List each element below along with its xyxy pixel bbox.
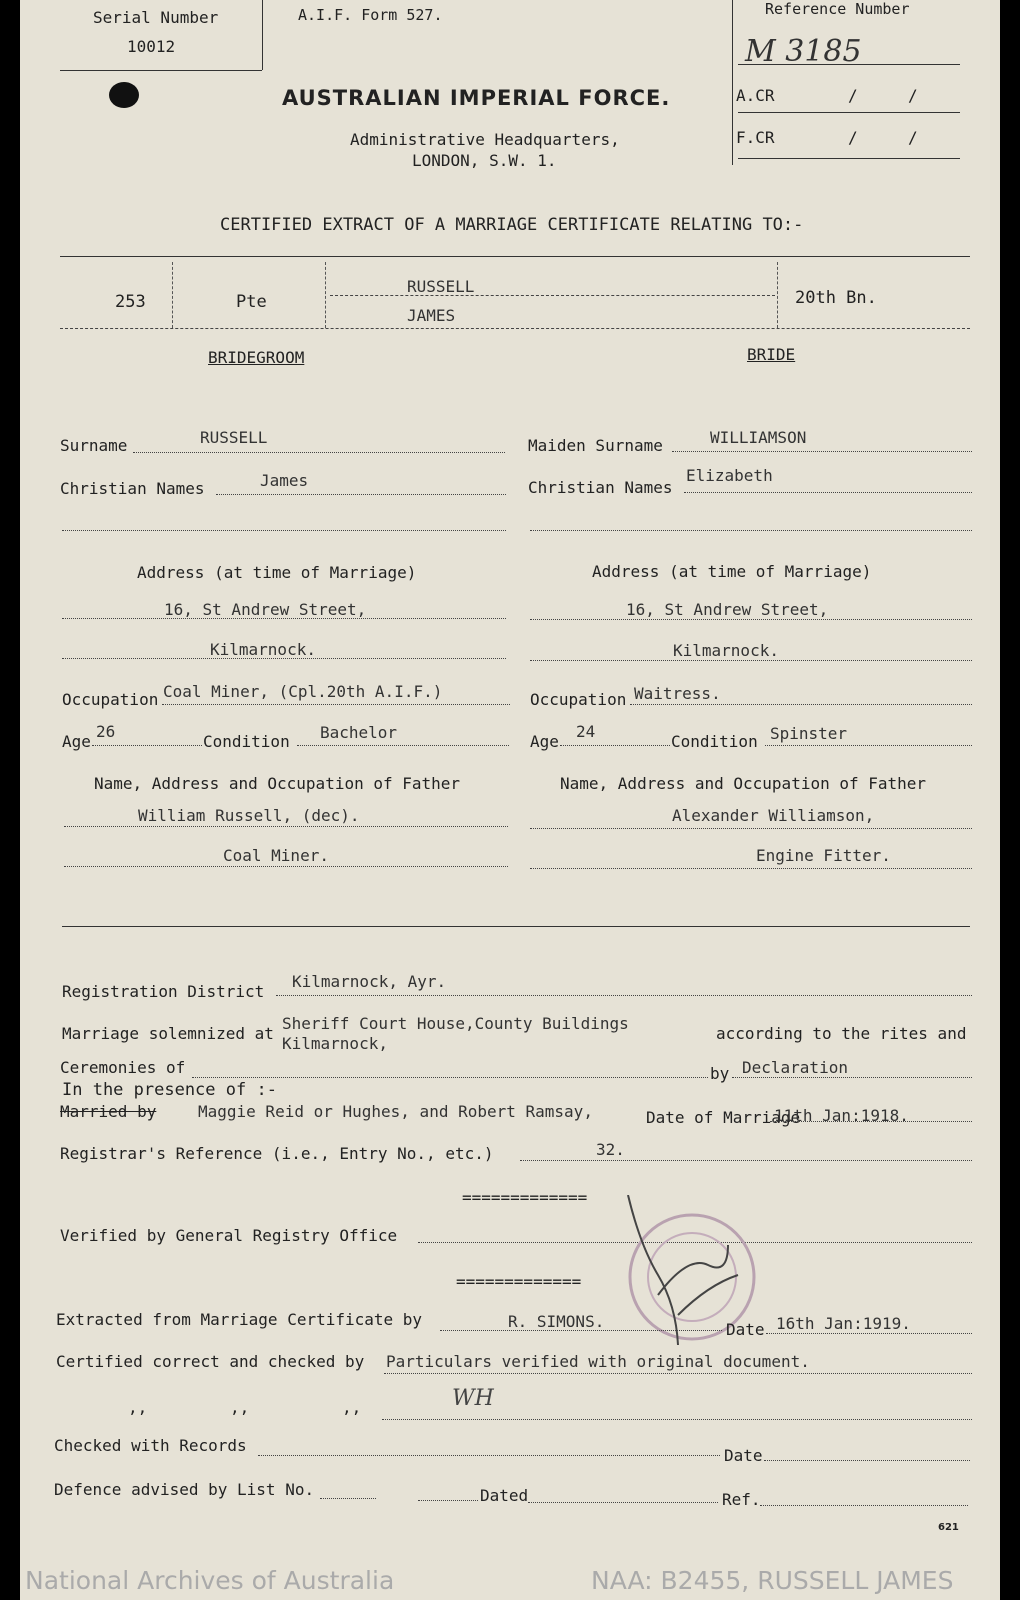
fcr-label: F.CR — [736, 128, 775, 147]
extract-date-label: Date — [726, 1320, 765, 1339]
section-divider — [62, 926, 970, 927]
extracted-by: R. SIMONS. — [508, 1312, 605, 1331]
certified-label: Certified correct and checked by — [56, 1352, 365, 1371]
ceremonies-label: Ceremonies of — [60, 1058, 186, 1077]
form-number: A.I.F. Form 527. — [298, 6, 443, 24]
registrar-ref-value: 32. — [596, 1140, 625, 1159]
certified-value: Particulars verified with original document. — [386, 1352, 810, 1371]
fill-line — [62, 530, 506, 531]
archive-watermark: National Archives of Australia — [25, 1566, 395, 1595]
groom-christian-label: Christian Names — [60, 479, 205, 498]
fill-line — [630, 704, 972, 705]
fill-line — [530, 828, 972, 829]
groom-condition: Bachelor — [320, 723, 398, 742]
divider — [172, 262, 173, 328]
soldier-surname: RUSSELL — [407, 277, 475, 296]
groom-father-label: Name, Address and Occupation of Father — [94, 774, 461, 793]
extracted-label: Extracted from Marriage Certificate by — [56, 1310, 423, 1329]
fill-line — [133, 452, 505, 453]
extract-date: 16th Jan:1919. — [776, 1314, 911, 1333]
divider — [777, 262, 778, 328]
soldier-given-names: JAMES — [407, 306, 456, 325]
fill-line — [192, 1077, 708, 1078]
fcr-slash: / — [848, 128, 858, 147]
acr-slash: / — [908, 86, 918, 105]
ditto-mark: ,, — [342, 1398, 362, 1417]
solemnized-place: Sheriff Court House,County Buildings — [282, 1014, 629, 1033]
bride-age-label: Age — [530, 732, 559, 751]
ditto-mark: ,, — [128, 1398, 148, 1417]
fill-line — [530, 868, 972, 869]
fill-line — [764, 1460, 970, 1461]
groom-father-occupation: Coal Miner. — [223, 846, 329, 865]
name-divider — [330, 295, 775, 296]
separator: ============= — [462, 1188, 588, 1207]
fill-line — [765, 745, 972, 746]
serial-number-label: Serial Number — [93, 8, 219, 27]
verified-label: Verified by General Registry Office — [60, 1226, 398, 1245]
fill-line — [64, 866, 508, 867]
serial-number-value: 10012 — [127, 37, 176, 56]
fill-line — [64, 826, 508, 827]
groom-surname: RUSSELL — [200, 428, 268, 447]
fill-line — [162, 704, 510, 705]
fill-line — [418, 1500, 478, 1501]
date-of-marriage-label: Date of Marriage — [646, 1108, 801, 1127]
presence-label: In the presence of :- — [62, 1080, 277, 1100]
serial-box-border — [60, 70, 262, 71]
fcr-line — [738, 158, 960, 159]
punch-hole — [104, 78, 144, 114]
fill-line — [276, 995, 972, 996]
soldier-row-top — [60, 256, 970, 257]
ditto-mark: ,, — [230, 1398, 250, 1417]
groom-occupation: Coal Miner, (Cpl.20th A.I.F.) — [163, 682, 443, 701]
soldier-number: 253 — [115, 292, 146, 312]
bride-age: 24 — [576, 722, 596, 741]
bridegroom-heading: BRIDEGROOM — [208, 348, 305, 367]
groom-address-label: Address (at time of Marriage) — [137, 563, 417, 582]
fill-line — [216, 494, 506, 495]
fill-line — [732, 1077, 972, 1078]
groom-address-1: 16, St Andrew Street, — [164, 600, 367, 619]
district-label: Registration District — [62, 982, 265, 1001]
acr-slash: / — [848, 86, 858, 105]
registrar-ref-label: Registrar's Reference (i.e., Entry No., etc.) — [60, 1144, 494, 1163]
bride-address-2: Kilmarnock. — [673, 641, 779, 660]
rites-label: according to the rites and — [716, 1024, 967, 1043]
bride-address-label: Address (at time of Marriage) — [592, 562, 872, 581]
fill-line — [528, 1502, 718, 1503]
reference-number-value: M 3185 — [745, 34, 862, 69]
registry-stamp-and-signature — [618, 1195, 778, 1365]
solemnized-place-2: Kilmarnock, — [282, 1034, 388, 1053]
groom-christian-names: James — [260, 471, 309, 490]
fcr-slash: / — [908, 128, 918, 147]
soldier-rank: Pte — [236, 292, 267, 312]
reference-watermark: NAA: B2455, RUSSELL JAMES — [591, 1566, 954, 1595]
bride-surname: WILLIAMSON — [710, 428, 807, 447]
groom-condition-label: Condition — [203, 732, 290, 751]
groom-age-label: Age — [62, 732, 91, 751]
by-label: by — [710, 1064, 730, 1083]
fill-line — [766, 1333, 972, 1334]
fill-line — [530, 660, 972, 661]
district-value: Kilmarnock, Ayr. — [292, 972, 447, 991]
bride-heading: BRIDE — [747, 345, 796, 364]
fill-line — [530, 619, 972, 620]
dated-label: Dated — [480, 1486, 529, 1505]
hq-line: Administrative Headquarters, — [350, 130, 620, 149]
fill-line — [520, 1160, 972, 1161]
fill-line — [92, 745, 202, 746]
org-title: AUSTRALIAN IMPERIAL FORCE. — [282, 86, 671, 110]
fill-line — [320, 1498, 376, 1499]
reference-number-label: Reference Number — [765, 0, 910, 18]
bride-christian-label: Christian Names — [528, 478, 673, 497]
groom-address-2: Kilmarnock. — [210, 640, 316, 659]
fill-line — [382, 1419, 972, 1420]
bride-condition: Spinster — [770, 724, 848, 743]
ref-label: Ref. — [722, 1490, 761, 1509]
checked-records-label: Checked with Records — [54, 1436, 247, 1455]
groom-age: 26 — [96, 722, 116, 741]
checker-initials: WH — [452, 1386, 494, 1411]
bride-condition-label: Condition — [671, 732, 758, 751]
ceremony-type: Declaration — [742, 1058, 848, 1077]
bride-address-1: 16, St Andrew Street, — [626, 600, 829, 619]
divider — [325, 262, 326, 328]
bride-surname-label: Maiden Surname — [528, 436, 663, 455]
date-of-marriage: 11th Jan:1918. — [774, 1106, 909, 1125]
fill-line — [297, 745, 509, 746]
fill-line — [760, 1505, 968, 1506]
acr-label: A.CR — [736, 86, 775, 105]
groom-occupation-label: Occupation — [62, 690, 159, 709]
reference-line — [738, 64, 960, 65]
document-title: CERTIFIED EXTRACT OF A MARRIAGE CERTIFICATE RELATING TO:- — [220, 215, 804, 235]
reference-box-border — [732, 0, 733, 165]
bride-christian-names: Elizabeth — [686, 466, 773, 485]
document-page — [20, 0, 1000, 1600]
soldier-row-bottom — [60, 328, 970, 329]
groom-father-name: William Russell, (dec). — [138, 806, 360, 825]
defence-label: Defence advised by List No. — [54, 1480, 315, 1499]
fill-line — [530, 530, 972, 531]
bride-father-name: Alexander Williamson, — [672, 806, 875, 825]
bride-father-occupation: Engine Fitter. — [756, 846, 891, 865]
bride-father-label: Name, Address and Occupation of Father — [560, 774, 927, 793]
checked-date-label: Date — [724, 1446, 763, 1465]
acr-line — [738, 112, 960, 113]
fill-line — [672, 451, 972, 452]
soldier-unit: 20th Bn. — [795, 288, 877, 308]
witnesses: Maggie Reid or Hughes, and Robert Ramsay, — [198, 1102, 593, 1121]
fill-line — [560, 745, 670, 746]
city-line: LONDON, S.W. 1. — [412, 151, 557, 170]
solemnized-label: Marriage solemnized at — [62, 1024, 274, 1043]
married-by-label: Married by — [60, 1102, 157, 1121]
bride-occupation: Waitress. — [634, 684, 721, 703]
fill-line — [684, 492, 972, 493]
separator: ============= — [456, 1272, 582, 1291]
fill-line — [384, 1373, 972, 1374]
groom-surname-label: Surname — [60, 436, 128, 455]
serial-box-border — [262, 0, 263, 70]
page-number: 621 — [938, 1522, 959, 1533]
fill-line — [258, 1455, 720, 1456]
bride-occupation-label: Occupation — [530, 690, 627, 709]
